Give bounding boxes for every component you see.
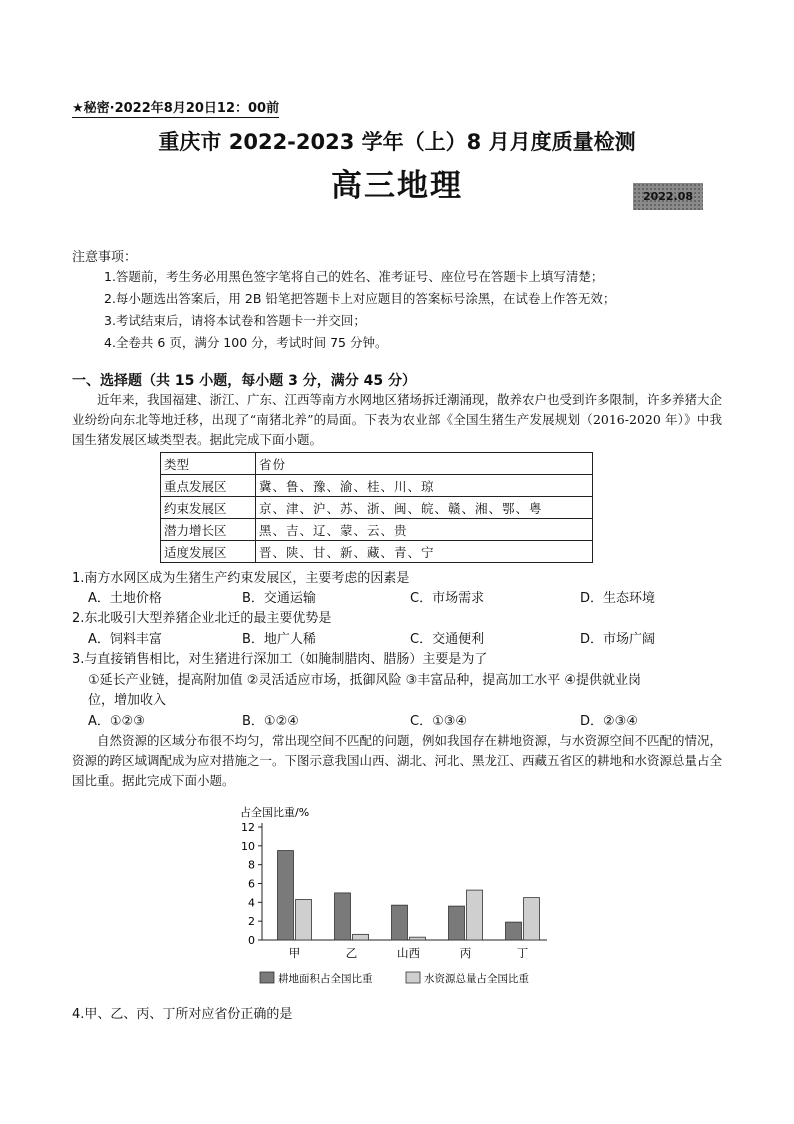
legend-swatch: [260, 972, 274, 983]
x-tick-label: 丙: [459, 946, 472, 960]
x-tick-label: 乙: [345, 946, 358, 960]
q3-option-b: B．①②④: [242, 714, 299, 729]
q3-statement-line: ①延长产业链，提高附加值 ②灵活适应市场，抵御风险 ③丰富品种，提高加工水平 ④提供就业岗: [88, 673, 642, 688]
exam-title: 重庆市 2022-2023 学年（上）8 月月度质量检测: [158, 130, 636, 154]
table-cell: 适度发展区: [161, 541, 256, 563]
bar: [524, 898, 540, 940]
q1-option-b: B．交通运输: [242, 591, 316, 606]
legend-label: 水资源总量占全国比重: [424, 973, 529, 985]
bar: [353, 934, 369, 940]
question-3-stem: 3.与直接销售相比，对生猪进行深加工（如腌制腊肉、腊肠）主要是为了: [72, 652, 488, 667]
x-tick-label: 山西: [397, 946, 420, 960]
intro-paragraph-2: 自然资源的区域分布很不均匀，常出现空间不匹配的问题，例如我国存在耕地资源，与水资源空间不匹配的情况，资源的跨区域调配成为应对措施之一。下图示意我国山西、湖北、河北、黑龙江、西藏五省区的耕地和水资源总量占全国比重。据此完成下面小题。: [72, 733, 723, 788]
pig-region-table: [160, 452, 593, 563]
bar: [392, 905, 408, 940]
legend-swatch: [406, 972, 420, 983]
bar: [278, 851, 294, 940]
y-tick-label: 6: [248, 877, 255, 891]
q2-option-c: C．交通便利: [410, 632, 485, 647]
q2-option-d: D．市场广阔: [580, 632, 656, 647]
y-tick-label: 10: [241, 839, 255, 853]
notice-heading: 注意事项：: [72, 250, 138, 265]
table-cell: 晋、陕、甘、新、藏、青、宁: [256, 541, 593, 563]
notice-item: 2.每小题选出答案后，用 2B 铅笔把答题卡上对应题目的答案标号涂黑，在试卷上作答无效；: [104, 291, 616, 306]
section-heading: 一、选择题（共 15 小题，每小题 3 分，满分 45 分）: [72, 373, 416, 389]
question-4-stem: 4.甲、乙、丙、丁所对应省份正确的是: [72, 1007, 293, 1022]
y-tick-label: 8: [248, 858, 255, 872]
bar: [506, 922, 522, 940]
bar: [467, 890, 483, 940]
q3-option-d: D．②③④: [580, 714, 638, 729]
resource-share-bar-chart: [220, 800, 560, 990]
table-cell: 冀、鲁、豫、渝、桂、川、琼: [256, 475, 593, 497]
q3-statement-line: 位，增加收入: [88, 693, 167, 708]
q2-option-b: B．地广人稀: [242, 632, 316, 647]
subject-title: 高三地理: [331, 168, 463, 204]
table-cell: 黑、吉、辽、蒙、云、贵: [256, 519, 593, 541]
table-cell: 约束发展区: [161, 497, 256, 519]
q1-option-d: D．生态环境: [580, 591, 656, 606]
table-header-cell: 省份: [256, 453, 593, 475]
q1-option-c: C．市场需求: [410, 591, 485, 606]
table-cell: 重点发展区: [161, 475, 256, 497]
table-cell: 京、津、沪、苏、浙、闽、皖、赣、湘、鄂、粤: [256, 497, 593, 519]
date-stamp: 2022.08: [633, 183, 703, 210]
table-header-row: [161, 453, 593, 475]
bar: [410, 937, 426, 940]
table-header-cell: 类型: [161, 453, 256, 475]
y-tick-label: 4: [248, 896, 255, 910]
y-axis-label: 占全国比重/%: [240, 806, 310, 819]
x-tick-label: 丁: [516, 946, 529, 960]
q3-option-a: A．①②③: [88, 714, 145, 729]
bar: [335, 893, 351, 940]
notice-item: 1.答题前，考生务必用黑色签字笔将自己的姓名、准考证号、座位号在答题卡上填写清楚；: [104, 269, 604, 284]
table-row: [161, 519, 593, 541]
table-row: [161, 497, 593, 519]
table-cell: 潜力增长区: [161, 519, 256, 541]
notice-item: 4.全卷共 6 页，满分 100 分，考试时间 75 分钟。: [104, 335, 388, 350]
intro-paragraph-1: 近年来，我国福建、浙江、广东、江西等南方水网地区猪场拆迁潮涌现，散养农户也受到许多限制，许多养猪大企业纷纷向东北等地迁移，出现了“南猪北养”的局面。下表为农业部《全国生猪生产发展规划（2016-2020 年）》中我国生猪发展区域类型表。据此完成下面小题。: [72, 392, 723, 447]
y-tick-label: 0: [248, 934, 255, 947]
y-tick-label: 2: [248, 915, 255, 929]
y-tick-label: 12: [241, 821, 255, 834]
legend-label: 耕地面积占全国比重: [278, 973, 373, 985]
table-row: [161, 541, 593, 563]
question-2-stem: 2.东北吸引大型养猪企业北迁的最主要优势是: [72, 611, 332, 626]
question-1-stem: 1.南方水网区成为生猪生产约束发展区，主要考虑的因素是: [72, 571, 410, 586]
table-row: [161, 475, 593, 497]
bar: [449, 906, 465, 940]
q3-option-c: C．①③④: [410, 714, 468, 729]
q2-option-a: A．饲料丰富: [88, 632, 162, 647]
x-tick-label: 甲: [288, 946, 301, 960]
notice-item: 3.考试结束后，请将本试卷和答题卡一并交回；: [104, 313, 366, 328]
q1-option-a: A．土地价格: [88, 591, 162, 606]
confidential-label: ★秘密·2022年8月20日12：00前: [72, 97, 279, 118]
bar: [296, 900, 312, 940]
